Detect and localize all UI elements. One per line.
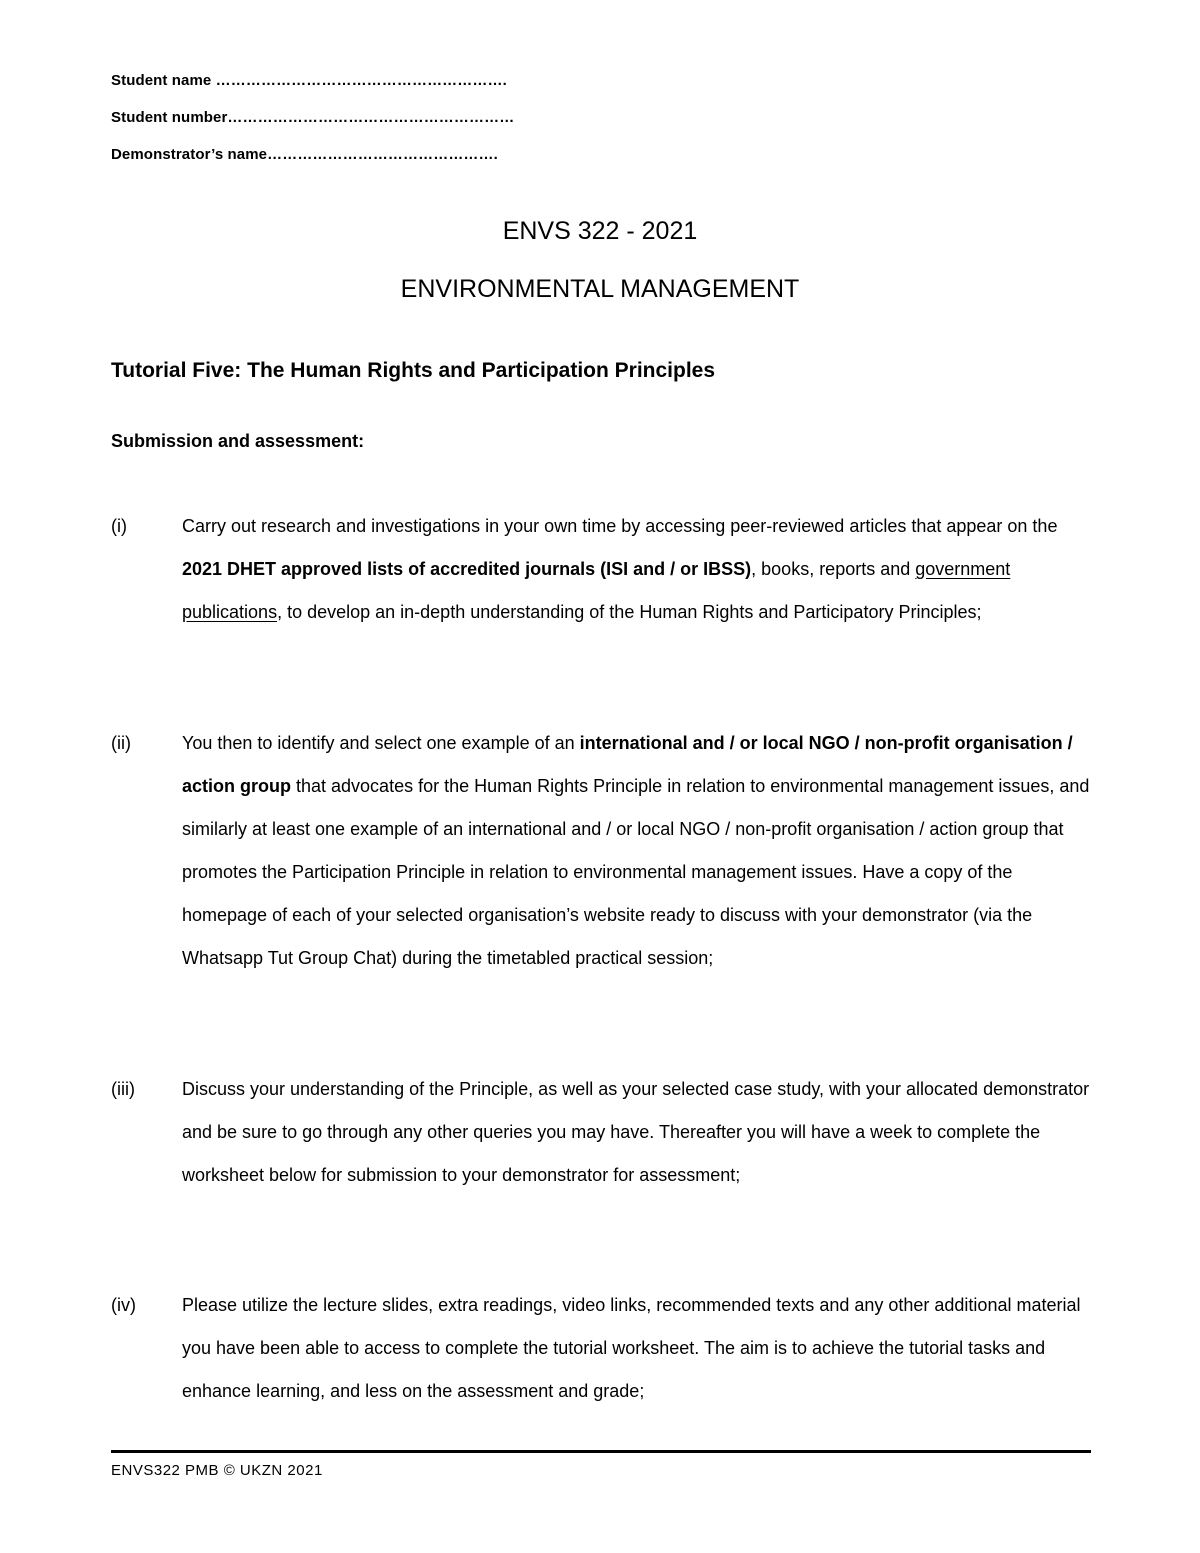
footer-divider <box>111 1450 1091 1453</box>
student-number-blank: ………………………………………………… <box>227 109 515 126</box>
item-text <box>182 722 1100 980</box>
item-number: (iii) <box>111 1079 135 1099</box>
item-text <box>182 1068 1100 1197</box>
item-text-run: Discuss your understanding of the Principle, as well as your selected case study, with your allocated demonstrator and be sure to go through any other queries you may have. Thereafter you will have a week to complete the worksheet below for submission to your demonstrator for assessment; <box>182 1079 1090 1185</box>
item-text-run: , books, reports and <box>751 559 916 579</box>
demonstrator-name-label: Demonstrator’s name <box>111 146 268 163</box>
course-name-title: ENVIRONMENTAL MANAGEMENT <box>400 275 800 303</box>
course-code-title: ENVS 322 - 2021 <box>502 217 698 245</box>
demonstrator-name-blank: ………………………………………. <box>267 146 498 163</box>
item-number: (iv) <box>111 1295 136 1315</box>
item-text <box>182 505 1100 634</box>
item-text-underlined: government publications <box>182 559 1011 622</box>
item-text-bold: 2021 DHET approved lists of accredited journals (ISI and / or IBSS) <box>182 559 752 579</box>
demonstrator-name-field <box>111 146 498 163</box>
tutorial-heading: Tutorial Five: The Human Rights and Participation Principles <box>111 359 716 382</box>
student-name-blank: …………………………………………………. <box>215 72 507 89</box>
item-text-run: that advocates for the Human Rights Principle in relation to environmental management issues, and similarly at least one example of an international and / or local NGO / non-profit organisation / action group that promotes the Participation Principle in relation to environmental management issues. Have a copy of the homepage of each of your selected organisation’s website ready to discuss with your demonstrator (via the Whatsapp Tut Group Chat) during the timetabled practical session; <box>182 776 1090 968</box>
student-name-field <box>111 72 507 89</box>
item-text-bold: international and / or local NGO / non-profit organisation / action group <box>182 733 1073 796</box>
submission-heading: Submission and assessment: <box>111 431 365 451</box>
page-footer: ENVS322 PMB © UKZN 2021 <box>111 1462 323 1479</box>
item-text <box>182 1284 1100 1413</box>
item-text-run: , to develop an in-depth understanding of the Human Rights and Participatory Principles; <box>277 602 982 622</box>
item-text-run: You then to identify and select one example of an <box>182 733 580 753</box>
item-text-run: Please utilize the lecture slides, extra readings, video links, recommended texts and any other additional material you have been able to access to complete the tutorial worksheet. The aim is to achieve the tutorial tasks and enhance learning, and less on the assessment and grade; <box>182 1295 1081 1401</box>
student-number-field <box>111 109 514 126</box>
item-text-run: Carry out research and investigations in your own time by accessing peer-reviewed articles that appear on the <box>182 516 1058 536</box>
item-number: (ii) <box>111 733 131 753</box>
item-number: (i) <box>111 516 127 536</box>
student-number-label: Student number <box>111 109 228 126</box>
student-name-label: Student name <box>111 72 212 89</box>
